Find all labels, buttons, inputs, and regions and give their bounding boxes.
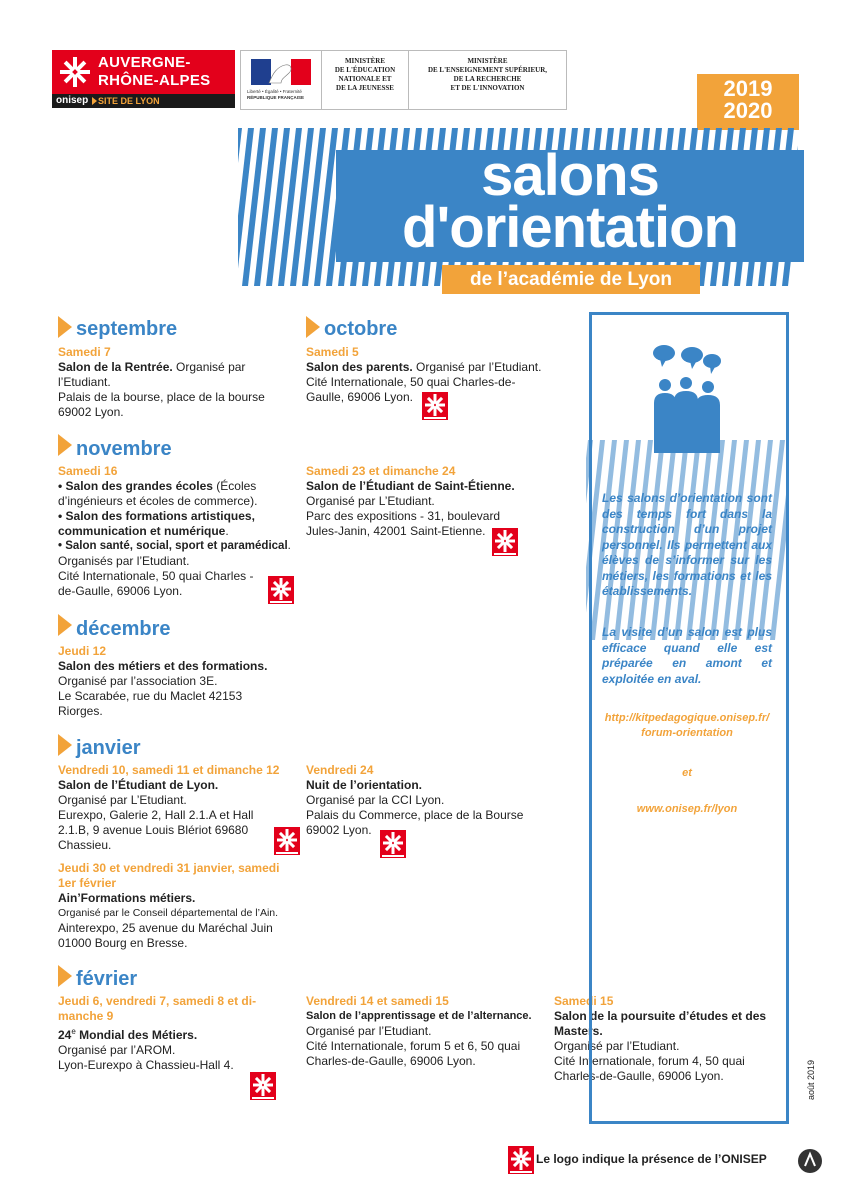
onisep-presence-icon [492, 528, 518, 556]
event-address: Cité Internationale, forum 4, 50 quai Charles-de-Gaulle, 69006 Lyon. [554, 1054, 745, 1083]
event-name: Salon de l’Étudiant de Saint-Étienne. [306, 479, 515, 493]
event-organizer: Organisé par l’Etudiant. [412, 360, 542, 374]
chevron-right-icon [58, 965, 72, 987]
people-discussing-icon [652, 341, 722, 453]
recycle-icon [797, 1148, 823, 1174]
event-organizer: Organisé par l’association 3E. [58, 674, 218, 688]
chevron-right-icon [58, 434, 72, 456]
event-organizer: Organisé par l’AROM. [58, 1043, 176, 1057]
republique-francaise-logo [241, 51, 322, 109]
onisep-bar [52, 94, 235, 108]
rf-caption [247, 89, 304, 101]
event-organizer: Organisé par l’Etudiant. [306, 1024, 432, 1038]
event-address: Eurexpo, Galerie 2, Hall 2.1.A et Hall 2.1.B, 9 avenue Louis Blériot 69680 Chassieu. [58, 808, 254, 852]
onisep-presence-icon [274, 827, 300, 855]
event-name: Nuit de l’orientation. [306, 778, 422, 792]
event-address: Palais du Commerce, place de la Bourse 69002 Lyon. [306, 808, 524, 837]
event-date: Vendredi 14 et samedi 15 [306, 994, 449, 1008]
event-item-bold: • Salon des grandes écoles [58, 479, 213, 493]
event-address: Parc des expositions - 31, boulevard Jules-Janin, 42001 Saint-Etienne. [306, 509, 501, 538]
chevron-right-icon [58, 614, 72, 636]
event-december-12 [58, 644, 298, 719]
auvergne-rhone-alpes-logo [52, 50, 235, 108]
event-date: Samedi 7 [58, 345, 111, 359]
chevron-right-icon [306, 316, 320, 338]
event-name: Salon de l’apprentissage et de l’alternance. [306, 1010, 532, 1022]
event-name: Salon des métiers et des formations. [58, 659, 268, 673]
link-part-1: http://kitpedagogique.onisep.fr/ [604, 712, 770, 724]
month-heading-september: septembre [76, 318, 178, 340]
onisep-presence-icon [268, 576, 294, 604]
event-name-number: 24 [58, 1028, 72, 1042]
event-item-detail: . [287, 540, 291, 552]
ministry-education [322, 51, 409, 109]
event-name: Salon de la Rentrée. [58, 360, 173, 374]
event-name: Salon de l’Étudiant de Lyon. [58, 778, 219, 792]
event-date: Jeudi 30 et vendredi 31 janvier, samedi 1er février [58, 861, 280, 890]
ministry2-line: DE LA RECHERCHE [453, 75, 522, 83]
chevron-right-icon [58, 316, 72, 338]
onisep-star-icon [58, 55, 92, 89]
event-name: Salon de la poursuite d’études et des Masters. [554, 1009, 767, 1038]
event-organizer: Organisé par l’Etudiant. [58, 360, 246, 389]
footer-date: août 2019 [806, 1059, 816, 1100]
ministry-higher-education [409, 51, 566, 109]
region-banner [52, 50, 235, 94]
onisep-wordmark: onisep [56, 95, 89, 106]
event-date: Jeudi 6, vendredi 7, samedi 8 et di-manche 9 [58, 994, 257, 1023]
month-heading-november: novembre [76, 438, 172, 460]
event-name: Mondial des Métiers. [75, 1028, 198, 1042]
month-heading-january: janvier [76, 737, 141, 759]
region-name-line1: AUVERGNE- [98, 54, 191, 71]
event-item-bold: • Salon santé, social, sport et paramédical [58, 540, 288, 552]
event-address: Cité Internationale, 50 quai Charles-de-Gaulle, 69006 Lyon. [306, 375, 516, 404]
event-january-24 [306, 763, 546, 838]
ministry2-line: ET DE L'INNOVATION [450, 84, 525, 92]
footer-legend: Le logo indique la présence de l’ONISEP [536, 1152, 767, 1166]
event-organizer: Organisé par le Conseil départemental de l’Ain. [58, 907, 279, 919]
sidebar-info-box [589, 312, 789, 1124]
ministries-logo-block [240, 50, 567, 110]
rf-name: RÉPUBLIQUE FRANÇAISE [247, 95, 305, 100]
page-title-line2: d'orientation [402, 195, 738, 260]
event-organizer: Organisé par L’Etudiant. [58, 793, 187, 807]
marianne-icon [251, 59, 311, 85]
onisep-presence-icon [422, 392, 448, 420]
month-heading-october: octobre [324, 318, 398, 340]
page-title-line1: salons [481, 143, 659, 208]
ministry2-line: DE L'ENSEIGNEMENT SUPÉRIEUR, [427, 66, 548, 74]
site-label: SITE DE LYON [98, 96, 160, 106]
event-organizer: Organisés par l’Etudiant. [58, 554, 190, 568]
year-line2: 2020 [723, 98, 773, 123]
onisep-lyon-link[interactable]: www.onisep.fr/lyon [636, 803, 738, 815]
onisep-presence-icon [380, 830, 406, 858]
event-item-detail: . [225, 524, 229, 538]
sidebar-paragraph-1: Les salons d’orientation sont des temps fort dans la construction d’un projet personnel. Ils permettent aux élèves de s’informer sur les métiers, les formations et les établissements. [602, 491, 772, 598]
onisep-presence-icon [250, 1072, 276, 1100]
event-january-10 [58, 763, 298, 853]
year-line1: 2019 [723, 76, 773, 101]
ministry1-line: NATIONALE ET [338, 75, 392, 83]
onisep-presence-icon [508, 1146, 534, 1174]
rf-motto: Liberté • Égalité • Fraternité [247, 89, 302, 94]
event-item-bold: • Salon des formations artistiques, communication et numérique [58, 509, 255, 538]
month-heading-december: décembre [76, 618, 171, 640]
event-address: Le Scarabée, rue du Maclet 42153 Riorges. [58, 689, 243, 718]
event-address: Cité Internationale, 50 quai Charles -de-Gaulle, 69006 Lyon. [58, 569, 254, 598]
event-date: Samedi 16 [58, 464, 118, 478]
region-name-line2: RHÔNE-ALPES [98, 72, 211, 89]
event-date: Samedi 23 et dimanche 24 [306, 464, 456, 478]
chevron-right-icon [58, 734, 72, 756]
arrow-icon [92, 97, 97, 105]
ministry1-line: DE L'ÉDUCATION [334, 66, 396, 74]
event-january-30 [58, 861, 298, 951]
event-name: Ain’Formations métiers. [58, 891, 196, 905]
event-address: Cité Internationale, forum 5 et 6, 50 quai Charles-de-Gaulle, 69006 Lyon. [306, 1039, 521, 1068]
event-organizer: Organisé par L’Etudiant. [306, 494, 435, 508]
event-address: Lyon-Eurexpo à Chassieu-Hall 4. [58, 1058, 234, 1072]
sidebar-paragraph-2: La visite d’un salon est plus efficace quand elle est préparée en amont et exploitée en aval. [602, 625, 772, 686]
event-organizer: Organisé par la CCI Lyon. [306, 793, 445, 807]
event-date: Samedi 5 [306, 345, 359, 359]
event-organizer: Organisé par l’Etudiant. [554, 1039, 680, 1053]
event-november-16 [58, 464, 298, 599]
ministry1-line: MINISTÈRE [344, 57, 386, 65]
ministry2-line: MINISTÈRE [467, 57, 508, 65]
event-name-ordinal: e [71, 1027, 76, 1036]
link-part-2: forum-orientation [641, 727, 733, 739]
event-address: Ainterexpo, 25 avenue du Maréchal Juin 01000 Bourg en Bresse. [58, 921, 273, 950]
page-subtitle: de l’académie de Lyon [442, 265, 700, 294]
event-date: Samedi 15 [554, 994, 614, 1008]
event-item-detail: (Écoles d’ingénieurs et écoles de commerce). [58, 479, 258, 508]
event-address: Palais de la bourse, place de la bourse 69002 Lyon. [58, 390, 265, 419]
event-date: Jeudi 12 [58, 644, 107, 658]
event-february-6 [58, 994, 276, 1073]
event-september-7 [58, 345, 290, 420]
kitpedagogique-link[interactable] [594, 711, 780, 741]
sidebar-et: et [682, 767, 692, 779]
event-name: Salon des parents. [306, 360, 413, 374]
event-date: Vendredi 10, samedi 11 et dimanche 12 [58, 763, 280, 777]
ministry1-line: DE LA JEUNESSE [336, 84, 394, 92]
year-badge [697, 74, 799, 130]
month-heading-february: février [76, 968, 138, 990]
event-date: Vendredi 24 [306, 763, 374, 777]
event-february-14 [306, 994, 542, 1069]
